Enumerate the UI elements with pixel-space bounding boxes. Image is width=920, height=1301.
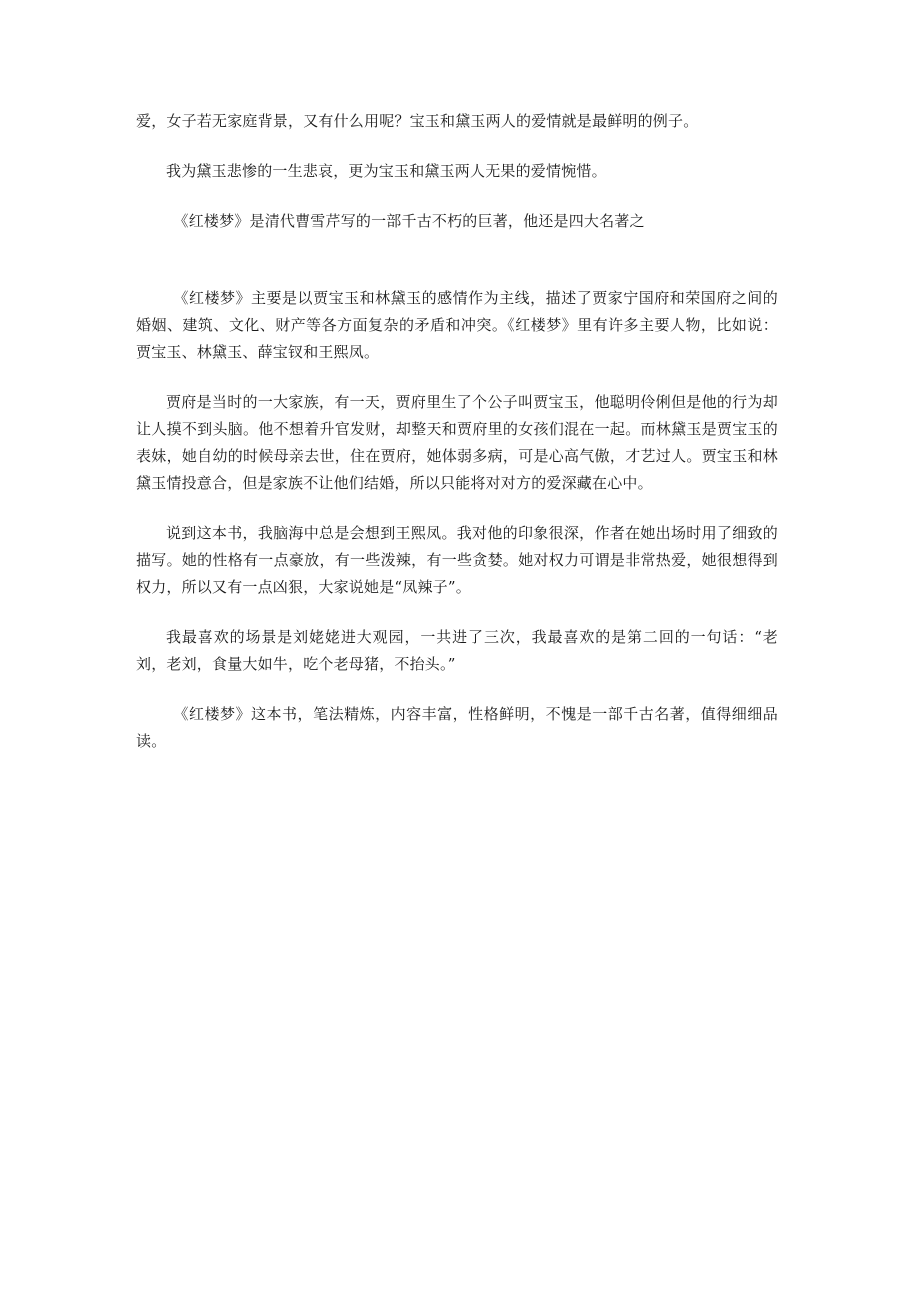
paragraph-4: 《红楼梦》主要是以贾宝玉和林黛玉的感情作为主线，描述了贾家宁国府和荣国府之间的婚姻、建筑、文化、财产等各方面复杂的矛盾和冲突。《红楼梦》里有许多主要人物，比如说：贾宝玉、林黛玉、薛宝钗和王熙凤。	[136, 289, 778, 361]
paragraph-3: 《红楼梦》是清代曹雪芹写的一部千古不朽的巨著，他还是四大名著之	[173, 212, 645, 230]
paragraph-1: 爱，女子若无家庭背景，又有什么用呢？宝玉和黛玉两人的爱情就是最鲜明的例子。	[136, 112, 699, 130]
paragraph-7: 我最喜欢的场景是刘姥姥进大观园，一共进了三次，我最喜欢的是第二回的一句话：“老刘，老刘，食量大如牛，吃个老母猪，不抬头。”	[136, 628, 778, 673]
paragraph-8: 《红楼梦》这本书，笔法精炼，内容丰富，性格鲜明，不愧是一部千古名著，值得细细品读。	[136, 705, 778, 750]
paragraph-5: 贾府是当时的一大家族，有一天，贾府里生了个公子叫贾宝玉，他聪明伶俐但是他的行为却让人摸不到头脑。他不想着升官发财，却整天和贾府里的女孩们混在一起。而林黛玉是贾宝玉的表妹，她自幼的时候母亲去世，住在贾府，她体弱多病，可是心高气傲，才艺过人。贾宝玉和林黛玉情投意合，但是家族不让他们结婚，所以只能将对对方的爱深藏在心中。	[136, 393, 778, 492]
document-body	[136, 108, 778, 778]
paragraph-6: 说到这本书，我脑海中总是会想到王熙凤。我对他的印象很深，作者在她出场时用了细致的描写。她的性格有一点豪放，有一些泼辣，有一些贪婪。她对权力可谓是非常热爱，她很想得到权力，所以又有一点凶狠，大家说她是“凤辣子”。	[136, 524, 778, 596]
paragraph-2: 我为黛玉悲惨的一生悲哀，更为宝玉和黛玉两人无果的爱情惋惜。	[166, 162, 607, 180]
